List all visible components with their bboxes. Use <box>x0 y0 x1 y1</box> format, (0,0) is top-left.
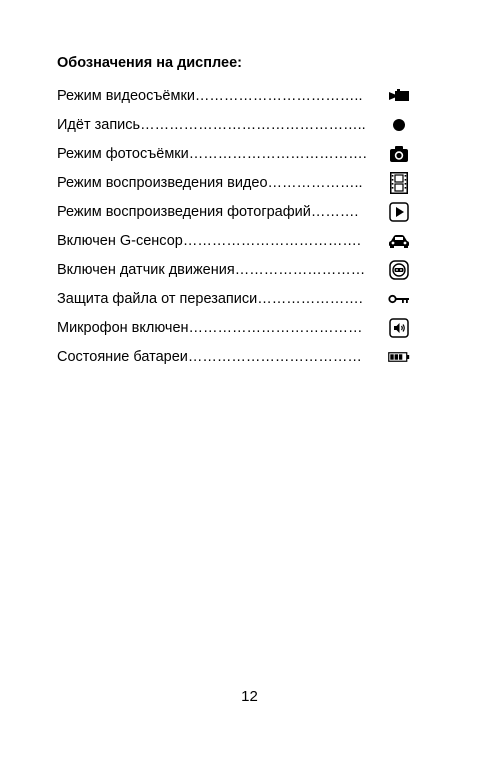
legend-row-recording <box>57 113 413 142</box>
legend-row-g-sensor <box>57 229 413 258</box>
leader-dots: ……………………………… <box>188 320 363 336</box>
film-strip-icon <box>387 171 411 195</box>
key-icon <box>387 287 411 311</box>
speaker-icon <box>387 316 411 340</box>
legend-row-text <box>57 86 383 106</box>
photo-camera-icon <box>387 142 411 166</box>
legend-label: Режим видеосъёмки <box>57 88 195 104</box>
leader-dots: ……………………………………….. <box>140 117 366 133</box>
car-icon <box>387 229 411 253</box>
battery-icon <box>387 345 411 369</box>
legend-label: Включен G-сенсор <box>57 233 183 249</box>
leader-dots: ……………………………… <box>187 349 362 365</box>
legend-row-file-protection <box>57 287 413 316</box>
legend-row-text <box>57 260 383 280</box>
legend-label: Микрофон включен <box>57 320 189 336</box>
legend-row-motion-sensor <box>57 258 413 287</box>
legend-row-text <box>57 144 383 164</box>
legend-row-text <box>57 173 383 193</box>
legend-label: Режим фотосъёмки <box>57 146 189 162</box>
display-symbols-legend <box>57 84 413 374</box>
legend-row-photo-playback <box>57 200 413 229</box>
page-heading: Обозначения на дисплее: <box>57 55 242 71</box>
legend-label: Режим воспроизведения фотографий <box>57 204 311 220</box>
leader-dots: …………………. <box>257 291 363 307</box>
legend-label: Защита файла от перезаписи <box>57 291 258 307</box>
video-camera-icon <box>387 84 411 108</box>
legend-row-photo-mode <box>57 142 413 171</box>
legend-label: Идёт запись <box>57 117 141 133</box>
legend-row-text <box>57 115 383 135</box>
leader-dots: ………. <box>310 204 359 220</box>
legend-row-battery <box>57 345 413 374</box>
leader-dots: ………………………………. <box>182 233 361 249</box>
legend-label: Включен датчик движения <box>57 262 235 278</box>
legend-label: Режим воспроизведения видео <box>57 175 268 191</box>
motion-sensor-icon <box>387 258 411 282</box>
recording-dot-icon <box>387 113 411 137</box>
page-number: 12 <box>241 688 258 705</box>
leader-dots: ………………………………. <box>188 146 367 162</box>
legend-row-video-playback <box>57 171 413 200</box>
legend-row-microphone <box>57 316 413 345</box>
leader-dots: ……………………… <box>234 262 366 278</box>
legend-row-text <box>57 289 383 309</box>
legend-row-text <box>57 202 383 222</box>
legend-row-text <box>57 347 383 367</box>
legend-row-video-mode <box>57 84 413 113</box>
play-icon <box>387 200 411 224</box>
legend-row-text <box>57 231 383 251</box>
legend-row-text <box>57 318 383 338</box>
legend-label: Состояние батареи <box>57 349 188 365</box>
leader-dots: …………………………….. <box>194 88 363 104</box>
leader-dots: ……………….. <box>267 175 363 191</box>
